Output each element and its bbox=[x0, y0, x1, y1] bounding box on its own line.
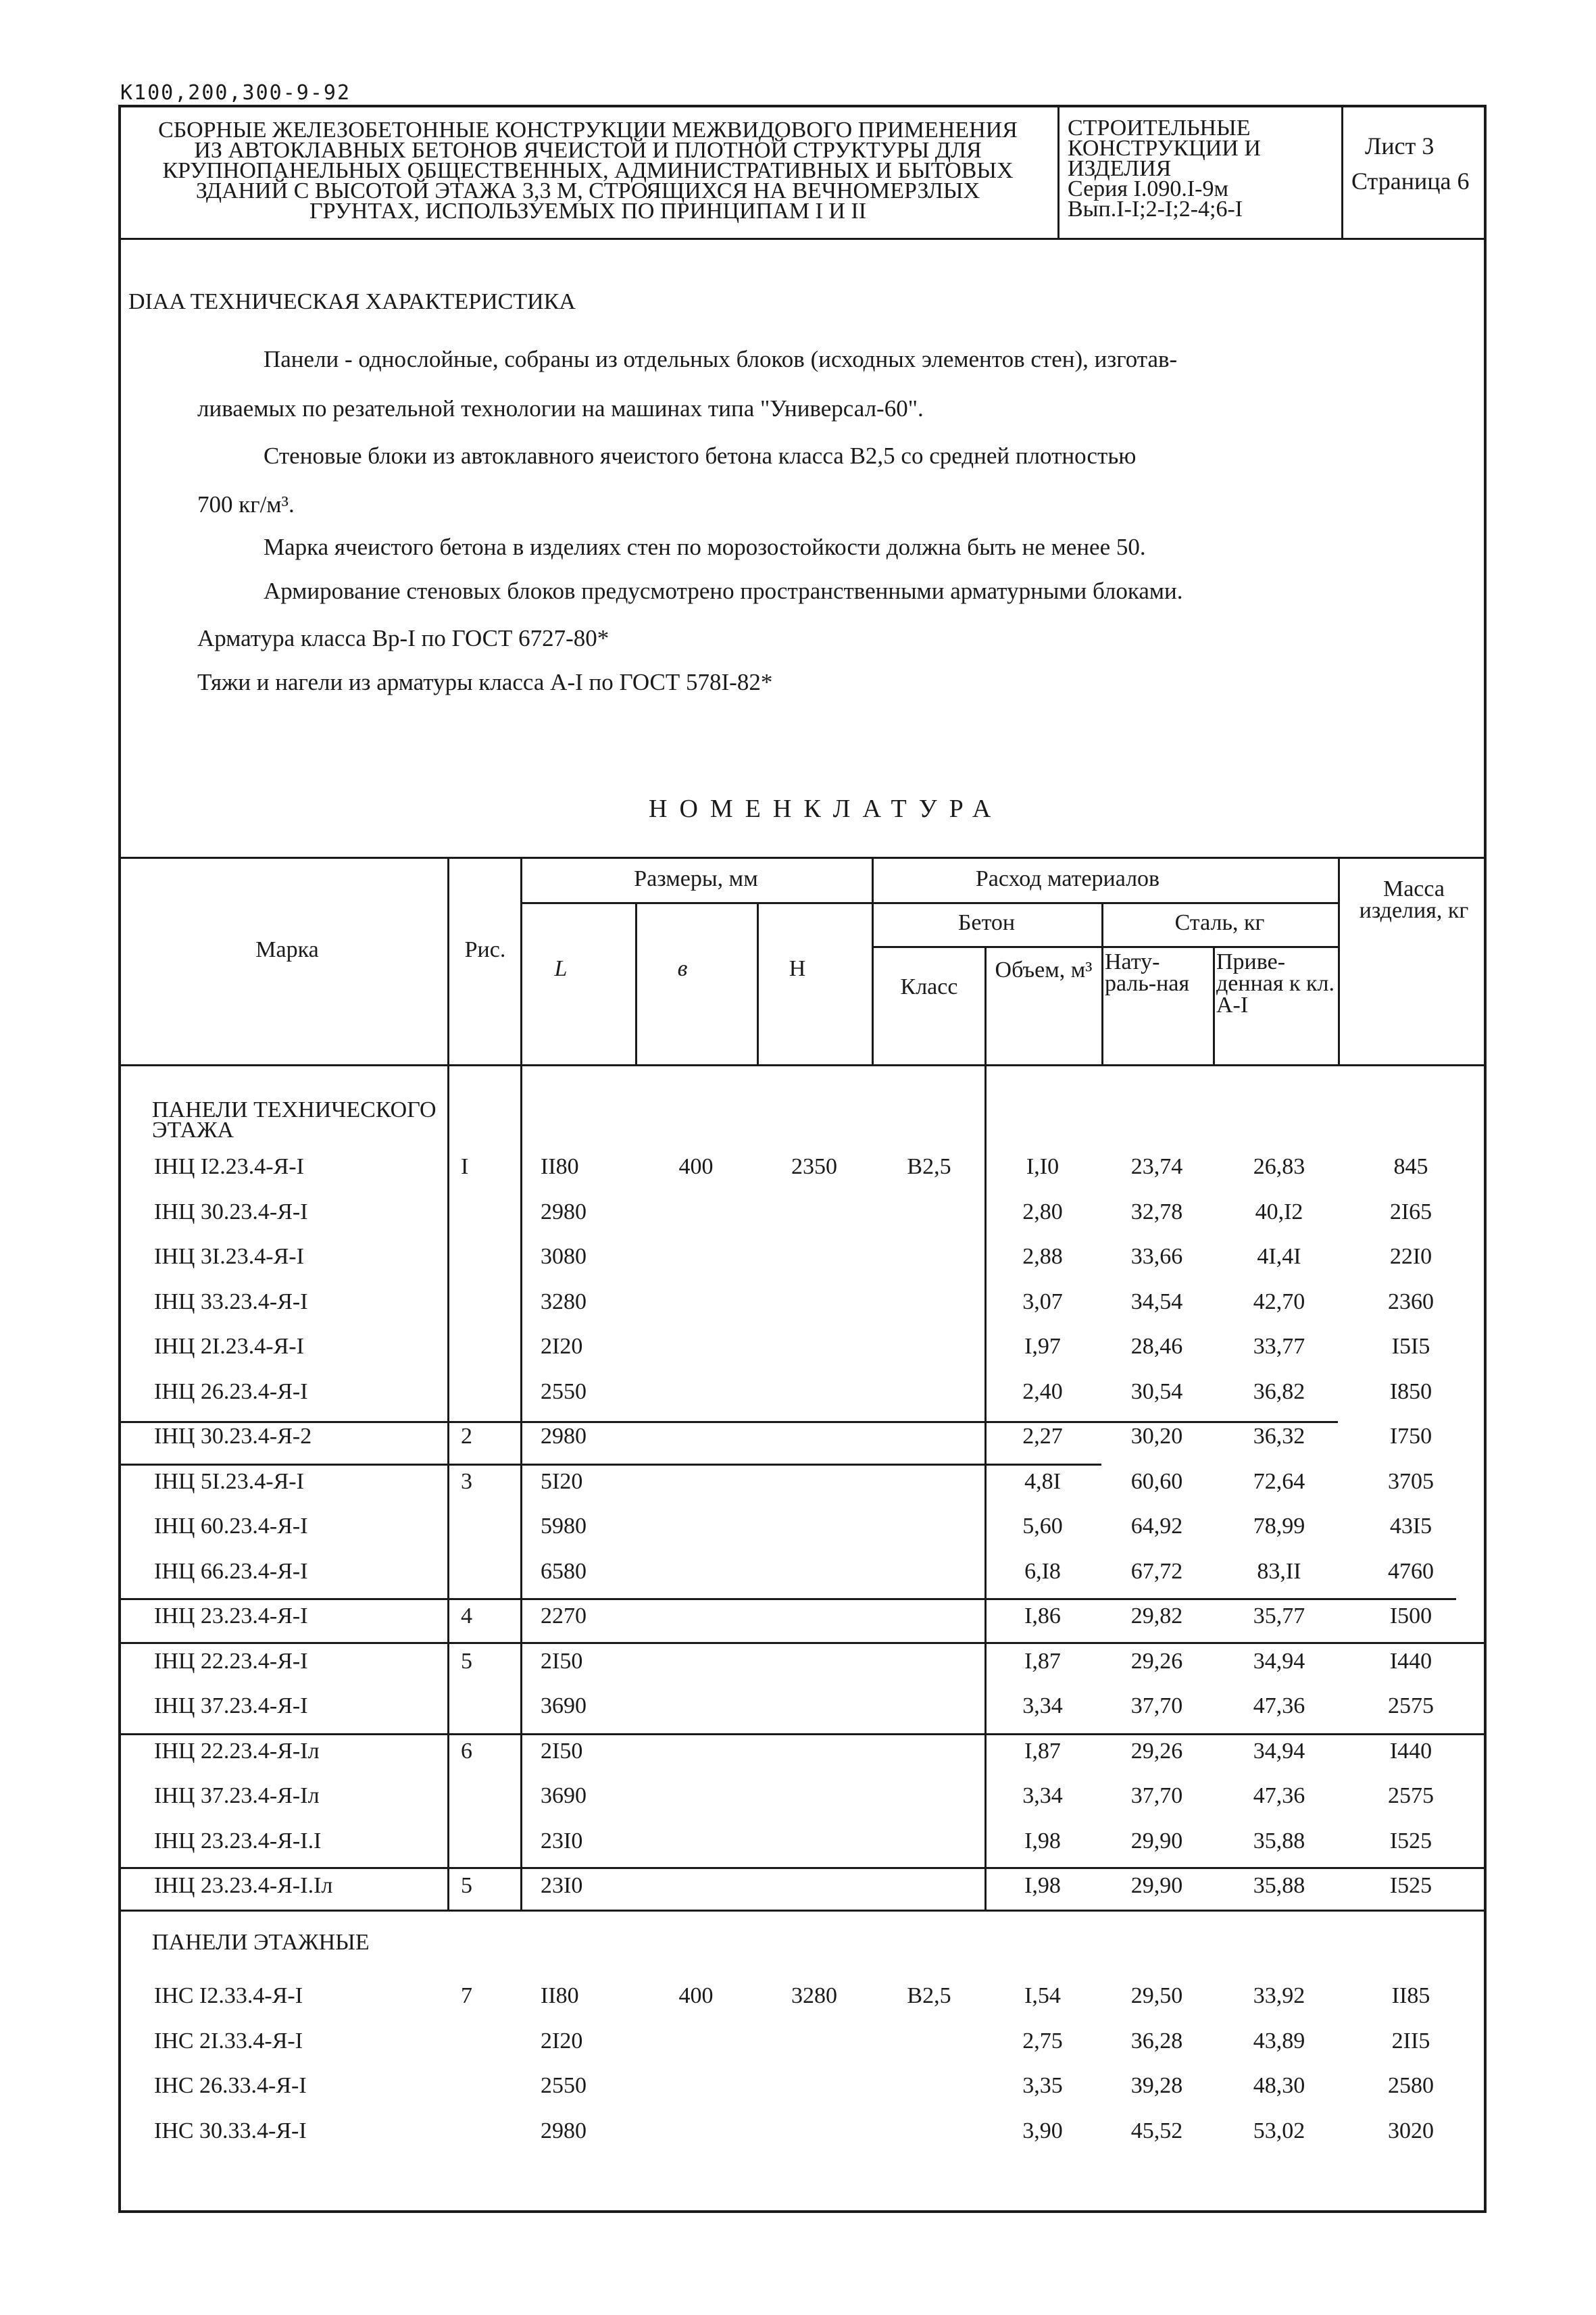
cell-marka: IНЦ 26.23.4-Я-I bbox=[154, 1378, 308, 1404]
cell-mass: I850 bbox=[1389, 1378, 1432, 1404]
col-rule-H bbox=[757, 902, 759, 1064]
cell-L: 2980 bbox=[541, 1424, 587, 1449]
cell-vol: 5,60 bbox=[1022, 1514, 1063, 1539]
cell-red: 72,64 bbox=[1253, 1468, 1305, 1494]
group-label-floor: ПАНЕЛИ ЭТАЖНЫЕ bbox=[152, 1930, 370, 1955]
cell-L: 2270 bbox=[541, 1603, 587, 1628]
cell-red: 35,88 bbox=[1253, 1873, 1305, 1898]
cell-red: 35,77 bbox=[1253, 1603, 1305, 1628]
group-label-technical: ПАНЕЛИ ТЕХНИЧЕСКОГО ЭТАЖА bbox=[152, 1097, 437, 1143]
cell-marka: IНЦ 23.23.4-Я-I bbox=[154, 1603, 308, 1628]
cell-red: 4I,4I bbox=[1257, 1244, 1301, 1269]
cell-marka: IНЦ I2.23.4-Я-I bbox=[154, 1154, 304, 1179]
col-rule-consumption bbox=[872, 857, 874, 1064]
cell-marka: IНЦ 37.23.4-Я-Iл bbox=[154, 1783, 320, 1808]
cell-nat: 28,46 bbox=[1130, 1334, 1183, 1359]
cell-nat: 29,90 bbox=[1130, 1873, 1183, 1898]
paragraph-line: Тяжи и нагели из арматуры класса А-I по ГОСТ 578I-82* bbox=[197, 669, 773, 695]
cell-L: 2980 bbox=[541, 2118, 587, 2143]
col-rule-reduced bbox=[1213, 946, 1215, 1064]
cell-marka: IНЦ 66.23.4-Я-I bbox=[154, 1558, 308, 1584]
header-ris: Рис. bbox=[464, 937, 506, 962]
col-rule-L bbox=[520, 857, 522, 1910]
row-sep bbox=[118, 1910, 1487, 1912]
header-concrete: Бетон bbox=[957, 910, 1016, 935]
cell-b: 400 bbox=[678, 1983, 714, 2008]
col-rule-volume bbox=[984, 946, 987, 1910]
cell-marka: IНС I2.33.4-Я-I bbox=[154, 1983, 303, 2008]
cell-ris: I bbox=[461, 1154, 469, 1179]
table-header-bottom-rule bbox=[118, 1064, 1487, 1066]
cell-mass: 2580 bbox=[1388, 2073, 1434, 2098]
cell-mass: I525 bbox=[1389, 1873, 1432, 1898]
cell-L: 23I0 bbox=[541, 1873, 583, 1898]
cell-nat: 29,90 bbox=[1130, 1828, 1183, 1853]
cell-marka: IНЦ 22.23.4-Я-Iл bbox=[154, 1738, 320, 1764]
header-consumption: Расход материалов bbox=[975, 866, 1160, 891]
cell-L: II80 bbox=[541, 1154, 579, 1179]
cell-red: 36,32 bbox=[1253, 1424, 1305, 1449]
header-sizes: Размеры, мм bbox=[634, 866, 758, 891]
row-sep bbox=[984, 1421, 1338, 1423]
cell-mass: I525 bbox=[1389, 1828, 1432, 1853]
cell-red: 78,99 bbox=[1253, 1514, 1305, 1539]
header-marka: Марка bbox=[255, 937, 319, 962]
cell-mass: 2575 bbox=[1388, 1693, 1434, 1718]
cell-L: 23I0 bbox=[541, 1828, 583, 1853]
cell-H: 2350 bbox=[791, 1154, 837, 1179]
cell-L: 5980 bbox=[541, 1514, 587, 1539]
nomenclature-title: НОМЕНКЛАТУРА bbox=[649, 795, 1003, 823]
row-sep bbox=[118, 1733, 1487, 1735]
col-rule-mass bbox=[1338, 857, 1340, 1064]
cell-red: 43,89 bbox=[1253, 2028, 1305, 2053]
cell-L: 2550 bbox=[541, 2073, 587, 2098]
cell-mass: I750 bbox=[1389, 1424, 1432, 1449]
paragraph-line: Арматура класса Вр-I по ГОСТ 6727-80* bbox=[197, 625, 609, 651]
cell-red: 26,83 bbox=[1253, 1154, 1305, 1179]
cell-mass: 43I5 bbox=[1389, 1514, 1432, 1539]
cell-ris: 5 bbox=[461, 1873, 472, 1898]
col-rule-b bbox=[635, 902, 637, 1064]
cell-vol: 4,8I bbox=[1024, 1468, 1061, 1494]
cell-mass: I5I5 bbox=[1391, 1334, 1430, 1359]
cell-nat: 67,72 bbox=[1130, 1558, 1183, 1584]
header-divider-2 bbox=[1341, 105, 1343, 238]
cell-vol: 6,I8 bbox=[1024, 1558, 1061, 1584]
cell-L: 2I50 bbox=[541, 1738, 583, 1764]
cell-ris: 7 bbox=[461, 1983, 472, 2008]
row-sep bbox=[118, 1598, 1456, 1600]
cell-red: 35,88 bbox=[1253, 1828, 1305, 1853]
cell-red: 48,30 bbox=[1253, 2073, 1305, 2098]
cell-vol: 3,34 bbox=[1022, 1693, 1063, 1718]
cell-vol: I,87 bbox=[1024, 1738, 1061, 1764]
cell-nat: 64,92 bbox=[1130, 1514, 1183, 1539]
col-rule-steel bbox=[1101, 902, 1103, 1064]
paragraph-line: 700 кг/м³. bbox=[197, 491, 295, 518]
col-rule-ris bbox=[447, 857, 449, 1910]
cell-vol: 2,75 bbox=[1022, 2028, 1063, 2053]
cell-nat: 37,70 bbox=[1130, 1783, 1183, 1808]
title-line: ИЗ АВТОКЛАВНЫХ БЕТОНОВ ЯЧЕИСТОЙ И ПЛОТНОЙ СТРУКТУРЫ ДЛЯ bbox=[194, 138, 982, 163]
cell-klass: В2,5 bbox=[907, 1154, 951, 1179]
cell-L: 2I20 bbox=[541, 1334, 583, 1359]
series-line: ИЗДЕЛИЯ bbox=[1068, 156, 1172, 181]
cell-mass: 4760 bbox=[1388, 1558, 1434, 1584]
header-mass: Масса изделия, кг bbox=[1359, 876, 1469, 923]
cell-marka: IНЦ 5I.23.4-Я-I bbox=[154, 1468, 304, 1494]
cell-ris: 2 bbox=[461, 1424, 472, 1449]
title-line: КРУПНОПАНЕЛЬНЫХ ОБЩЕСТВЕННЫХ, АДМИНИСТРАТИВНЫХ И БЫТОВЫХ bbox=[162, 158, 1014, 183]
cell-marka: IНЦ 23.23.4-Я-I.I bbox=[154, 1828, 322, 1853]
cell-mass: 845 bbox=[1393, 1154, 1428, 1179]
title-line: СБОРНЫЕ ЖЕЛЕЗОБЕТОННЫЕ КОНСТРУКЦИИ МЕЖВИДОВОГО ПРИМЕНЕНИЯ bbox=[158, 118, 1018, 143]
cell-red: 42,70 bbox=[1253, 1289, 1305, 1314]
cell-ris: 5 bbox=[461, 1648, 472, 1674]
header-klass: Класс bbox=[900, 974, 958, 999]
document-code: K100,200,300-9-92 bbox=[120, 81, 351, 105]
cell-mass: 3020 bbox=[1388, 2118, 1434, 2143]
cell-marka: IНЦ 30.23.4-Я-2 bbox=[154, 1424, 312, 1449]
cell-nat: 29,26 bbox=[1130, 1648, 1183, 1674]
header-natural: Нату-раль-ная bbox=[1105, 949, 1190, 996]
table-top-rule bbox=[118, 857, 1487, 859]
cell-vol: 3,07 bbox=[1022, 1289, 1063, 1314]
cell-marka: IНЦ 22.23.4-Я-I bbox=[154, 1648, 308, 1674]
series-line: Серия I.090.I-9м bbox=[1068, 176, 1228, 201]
cell-vol: I,86 bbox=[1024, 1603, 1061, 1628]
paragraph-line: ливаемых по резательной технологии на машинах типа "Универсал-60". bbox=[197, 395, 924, 422]
header-bottom-rule bbox=[118, 238, 1487, 240]
row-sep bbox=[118, 1464, 1101, 1466]
header-L: L bbox=[554, 956, 568, 981]
cell-red: 34,94 bbox=[1253, 1648, 1305, 1674]
header-volume: Объем, м³ bbox=[995, 957, 1093, 982]
cell-marka: IНС 2I.33.4-Я-I bbox=[154, 2028, 303, 2053]
cell-nat: 36,28 bbox=[1130, 2028, 1183, 2053]
cell-nat: 30,54 bbox=[1130, 1378, 1183, 1404]
cell-b: 400 bbox=[678, 1154, 714, 1179]
header-steel: Сталь, кг bbox=[1174, 910, 1265, 935]
cell-nat: 29,50 bbox=[1130, 1983, 1183, 2008]
cell-nat: 39,28 bbox=[1130, 2073, 1183, 2098]
cell-mass: I500 bbox=[1389, 1603, 1432, 1628]
cell-nat: 34,54 bbox=[1130, 1289, 1183, 1314]
cell-marka: IНЦ 33.23.4-Я-I bbox=[154, 1289, 308, 1314]
cell-L: 3690 bbox=[541, 1783, 587, 1808]
cell-red: 47,36 bbox=[1253, 1783, 1305, 1808]
cell-vol: I,98 bbox=[1024, 1828, 1061, 1853]
cell-ris: 4 bbox=[461, 1603, 472, 1628]
title-line: ЗДАНИЙ С ВЫСОТОЙ ЭТАЖА 3,3 М, СТРОЯЩИХСЯ НА ВЕЧНОМЕРЗЛЫХ bbox=[195, 178, 980, 203]
cell-L: 3080 bbox=[541, 1244, 587, 1269]
cell-red: 47,36 bbox=[1253, 1693, 1305, 1718]
cell-red: 53,02 bbox=[1253, 2118, 1305, 2143]
cell-nat: 29,82 bbox=[1130, 1603, 1183, 1628]
cell-red: 40,I2 bbox=[1255, 1199, 1303, 1224]
section-title: DIAA ТЕХНИЧЕСКАЯ ХАРАКТЕРИСТИКА bbox=[128, 289, 576, 314]
cell-mass: 2360 bbox=[1388, 1289, 1434, 1314]
cell-L: 3690 bbox=[541, 1693, 587, 1718]
cell-vol: 3,90 bbox=[1022, 2118, 1063, 2143]
cell-nat: 30,20 bbox=[1130, 1424, 1183, 1449]
header-rule-concrete bbox=[872, 946, 1338, 948]
cell-L: 2550 bbox=[541, 1378, 587, 1404]
paragraph-line: Марка ячеистого бетона в изделиях стен по морозостойкости должна быть не менее 50. bbox=[264, 534, 1146, 560]
cell-marka: IНЦ 2I.23.4-Я-I bbox=[154, 1334, 304, 1359]
cell-vol: I,87 bbox=[1024, 1648, 1061, 1674]
header-rule-sizes bbox=[520, 902, 1338, 904]
cell-vol: 3,34 bbox=[1022, 1783, 1063, 1808]
series-line: СТРОИТЕЛЬНЫЕ bbox=[1068, 116, 1251, 141]
header-H: Н bbox=[789, 956, 806, 981]
cell-nat: 32,78 bbox=[1130, 1199, 1183, 1224]
paragraph-line: Армирование стеновых блоков предусмотрено пространственными арматурными блоками. bbox=[264, 578, 1183, 604]
cell-nat: 29,26 bbox=[1130, 1738, 1183, 1764]
cell-red: 33,92 bbox=[1253, 1983, 1305, 2008]
cell-nat: 33,66 bbox=[1130, 1244, 1183, 1269]
header-divider-1 bbox=[1057, 105, 1059, 238]
cell-red: 34,94 bbox=[1253, 1738, 1305, 1764]
cell-nat: 60,60 bbox=[1130, 1468, 1183, 1494]
cell-ris: 6 bbox=[461, 1738, 472, 1764]
cell-ris: 3 bbox=[461, 1468, 472, 1494]
cell-nat: 45,52 bbox=[1130, 2118, 1183, 2143]
cell-vol: 2,80 bbox=[1022, 1199, 1063, 1224]
paragraph-line: Стеновые блоки из автоклавного ячеистого бетона класса В2,5 со средней плотностью bbox=[264, 443, 1137, 469]
cell-marka: IНЦ 60.23.4-Я-I bbox=[154, 1514, 308, 1539]
cell-mass: 2II5 bbox=[1391, 2028, 1430, 2053]
cell-marka: IНС 30.33.4-Я-I bbox=[154, 2118, 307, 2143]
cell-vol: I,98 bbox=[1024, 1873, 1061, 1898]
cell-mass: 2575 bbox=[1388, 1783, 1434, 1808]
cell-mass: 3705 bbox=[1388, 1468, 1434, 1494]
cell-marka: IНЦ 37.23.4-Я-I bbox=[154, 1693, 308, 1718]
cell-L: 6580 bbox=[541, 1558, 587, 1584]
cell-klass: В2,5 bbox=[907, 1983, 951, 2008]
cell-red: 36,82 bbox=[1253, 1378, 1305, 1404]
cell-H: 3280 bbox=[791, 1983, 837, 2008]
cell-vol: 3,35 bbox=[1022, 2073, 1063, 2098]
cell-L: 2I20 bbox=[541, 2028, 583, 2053]
paragraph-line: Панели - однослойные, собраны из отдельных блоков (исходных элементов стен), изготав- bbox=[264, 346, 1178, 372]
row-sep bbox=[118, 1642, 1487, 1644]
cell-mass: I440 bbox=[1389, 1738, 1432, 1764]
cell-marka: IНЦ 23.23.4-Я-I.Iл bbox=[154, 1873, 333, 1898]
cell-vol: I,54 bbox=[1024, 1983, 1061, 2008]
cell-vol: 2,40 bbox=[1022, 1378, 1063, 1404]
series-block bbox=[1068, 118, 1338, 220]
cell-vol: 2,88 bbox=[1022, 1244, 1063, 1269]
cell-mass: I440 bbox=[1389, 1648, 1432, 1674]
cell-L: 5I20 bbox=[541, 1468, 583, 1494]
cell-L: II80 bbox=[541, 1983, 579, 2008]
cell-marka: IНЦ 30.23.4-Я-I bbox=[154, 1199, 308, 1224]
cell-nat: 23,74 bbox=[1130, 1154, 1183, 1179]
cell-vol: I,I0 bbox=[1026, 1154, 1059, 1179]
cell-nat: 37,70 bbox=[1130, 1693, 1183, 1718]
series-line: КОНСТРУКЦИИ И bbox=[1068, 136, 1261, 161]
cell-mass: 22I0 bbox=[1389, 1244, 1432, 1269]
cell-vol: I,97 bbox=[1024, 1334, 1061, 1359]
title-line: ГРУНТАХ, ИСПОЛЬЗУЕМЫХ ПО ПРИНЦИПАМ I И II bbox=[309, 199, 867, 224]
page-number: Страница 6 bbox=[1351, 168, 1470, 195]
cell-red: 83,II bbox=[1257, 1558, 1301, 1584]
sheet-number: Лист 3 bbox=[1365, 132, 1435, 159]
cell-marka: IНС 26.33.4-Я-I bbox=[154, 2073, 307, 2098]
cell-mass: II85 bbox=[1391, 1983, 1430, 2008]
cell-L: 3280 bbox=[541, 1289, 587, 1314]
cell-vol: 2,27 bbox=[1022, 1424, 1063, 1449]
cell-mass: 2I65 bbox=[1389, 1199, 1432, 1224]
row-sep bbox=[118, 1867, 1487, 1869]
header-reduced: Приве-денная к кл. А-I bbox=[1216, 949, 1335, 1018]
cell-red: 33,77 bbox=[1253, 1334, 1305, 1359]
cell-L: 2980 bbox=[541, 1199, 587, 1224]
cell-marka: IНЦ 3I.23.4-Я-I bbox=[154, 1244, 304, 1269]
sheet-block bbox=[1351, 128, 1487, 199]
row-sep bbox=[118, 1421, 1101, 1423]
header-b: в bbox=[677, 956, 688, 981]
series-line: Вып.I-I;2-I;2-4;6-I bbox=[1068, 197, 1243, 222]
cell-L: 2I50 bbox=[541, 1648, 583, 1674]
document-title bbox=[135, 120, 1041, 222]
